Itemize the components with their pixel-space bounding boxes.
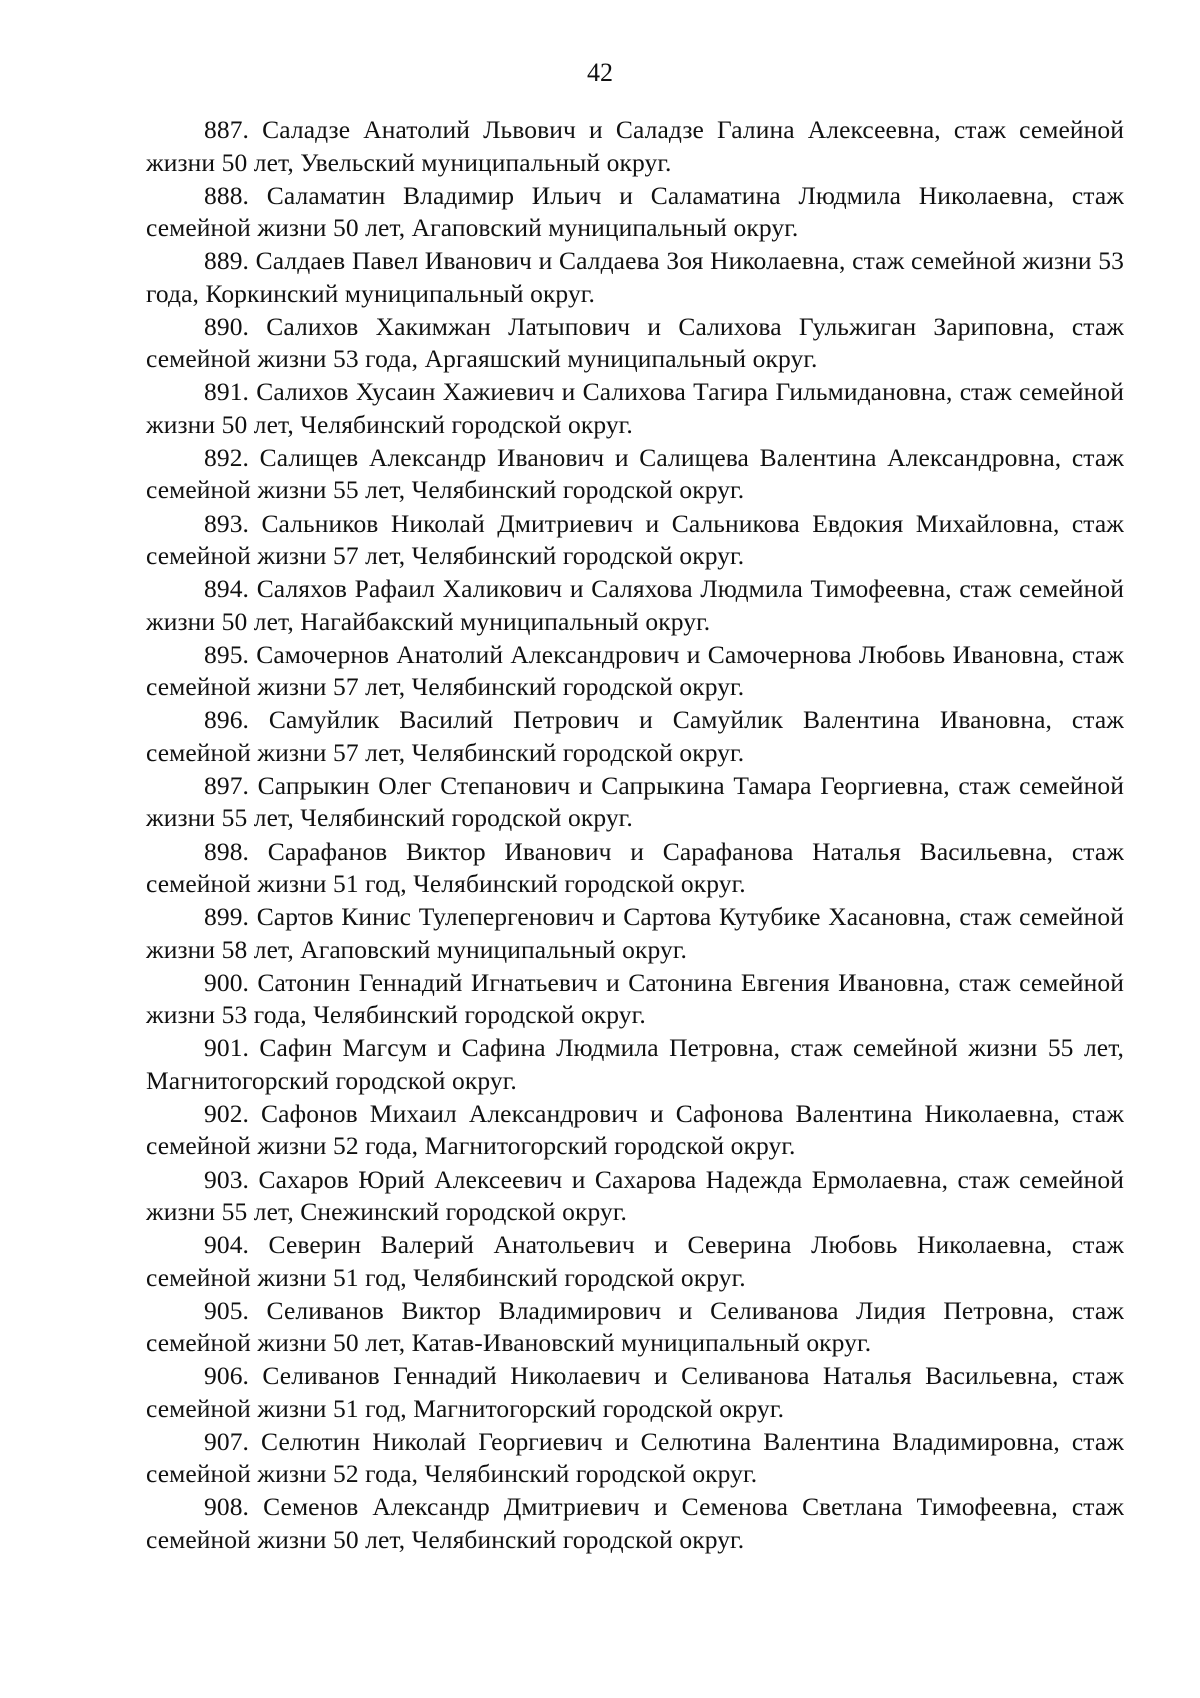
list-item: 906. Селиванов Геннадий Николаевич и Селиванова Наталья Васильевна, стаж семейной жизни 51 год, Магнитогорский городской округ. bbox=[146, 1361, 1124, 1423]
list-item: 898. Сарафанов Виктор Иванович и Сарафанова Наталья Васильевна, стаж семейной жизни 51 год, Челябинский городской округ. bbox=[146, 836, 1124, 899]
list-item: 895. Самочернов Анатолий Александрович и Самочернова Любовь Ивановна, стаж семейной жизни 57 лет, Челябинский городской округ. bbox=[146, 639, 1124, 702]
entry-list bbox=[146, 114, 1124, 1557]
list-item: 905. Селиванов Виктор Владимирович и Селиванова Лидия Петровна, стаж семейной жизни 50 лет, Катав-Ивановский муниципальный округ. bbox=[146, 1295, 1124, 1358]
list-item: 903. Сахаров Юрий Алексеевич и Сахарова Надежда Ермолаевна, стаж семейной жизни 55 лет, Снежинский городской округ. bbox=[146, 1164, 1124, 1226]
list-item: 907. Селютин Николай Георгиевич и Селютина Валентина Владимировна, стаж семейной жизни 52 года, Челябинский городской округ. bbox=[146, 1426, 1124, 1489]
list-item: 901. Сафин Магсум и Сафина Людмила Петровна, стаж семейной жизни 55 лет, Магнитогорский городской округ. bbox=[146, 1033, 1124, 1095]
list-item: 893. Сальников Николай Дмитриевич и Сальникова Евдокия Михайловна, стаж семейной жизни 57 лет, Челябинский городской округ. bbox=[146, 508, 1124, 571]
page-number: 42 bbox=[587, 58, 613, 87]
list-item: 888. Саламатин Владимир Ильич и Саламатина Людмила Николаевна, стаж семейной жизни 50 лет, Агаповский муниципальный округ. bbox=[146, 180, 1124, 243]
list-item: 896. Самуйлик Василий Петрович и Самуйлик Валентина Ивановна, стаж семейной жизни 57 лет, Челябинский городской округ. bbox=[146, 705, 1124, 767]
list-item: 889. Салдаев Павел Иванович и Салдаева Зоя Николаевна, стаж семейной жизни 53 года, Коркинский муниципальный округ. bbox=[146, 246, 1124, 308]
list-item: 891. Салихов Хусаин Хажиевич и Салихова Тагира Гильмидановна, стаж семейной жизни 50 лет, Челябинский городской округ. bbox=[146, 377, 1124, 439]
list-item: 890. Салихов Хакимжан Латыпович и Салихова Гульжиган Зариповна, стаж семейной жизни 53 года, Аргаяшский муниципальный округ. bbox=[146, 311, 1124, 374]
list-item: 900. Сатонин Геннадий Игнатьевич и Сатонина Евгения Ивановна, стаж семейной жизни 53 года, Челябинский городской округ. bbox=[146, 967, 1124, 1030]
list-item: 894. Саляхов Рафаил Халикович и Саляхова Людмила Тимофеевна, стаж семейной жизни 50 лет, Нагайбакский муниципальный округ. bbox=[146, 574, 1124, 636]
list-item: 904. Северин Валерий Анатольевич и Северина Любовь Николаевна, стаж семейной жизни 51 год, Челябинский городской округ. bbox=[146, 1230, 1124, 1292]
list-item: 892. Салищев Александр Иванович и Салищева Валентина Александровна, стаж семейной жизни 55 лет, Челябинский городской округ. bbox=[146, 442, 1124, 505]
list-item: 887. Саладзе Анатолий Львович и Саладзе Галина Алексеевна, стаж семейной жизни 50 лет, Увельский муниципальный округ. bbox=[146, 115, 1124, 177]
list-item: 897. Сапрыкин Олег Степанович и Сапрыкина Тамара Георгиевна, стаж семейной жизни 55 лет, Челябинский городской округ. bbox=[146, 770, 1124, 833]
list-item: 908. Семенов Александр Дмитриевич и Семенова Светлана Тимофеевна, стаж семейной жизни 50 лет, Челябинский городской округ. bbox=[146, 1492, 1124, 1554]
list-item: 902. Сафонов Михаил Александрович и Сафонова Валентина Николаевна, стаж семейной жизни 52 года, Магнитогорский городской округ. bbox=[146, 1098, 1124, 1161]
list-item: 899. Сартов Кинис Тулепергенович и Сартова Кутубике Хасановна, стаж семейной жизни 58 лет, Агаповский муниципальный округ. bbox=[146, 902, 1124, 964]
